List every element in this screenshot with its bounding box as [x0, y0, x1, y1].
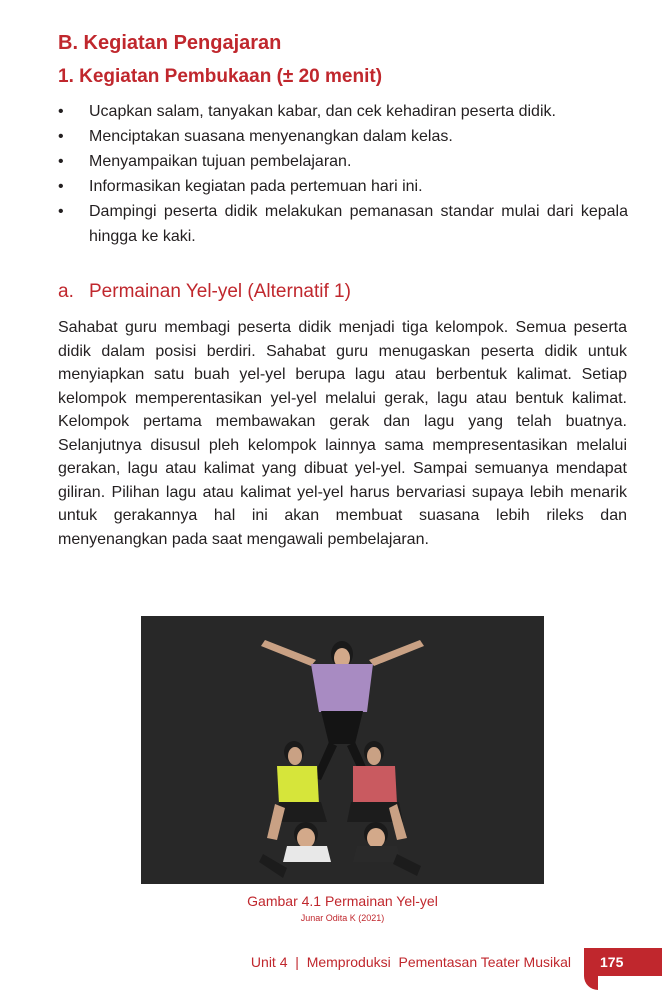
- list-item: [58, 149, 628, 174]
- list-item: [58, 99, 628, 124]
- list-item: [58, 199, 628, 249]
- list-item-text: Menyampaikan tujuan pembelajaran.: [89, 153, 352, 170]
- page-tab-decoration: [584, 976, 598, 990]
- figure-caption: Gambar 4.1 Permainan Yel-yel: [247, 893, 438, 909]
- activity-heading: [58, 281, 351, 303]
- bullet-icon: •: [58, 153, 64, 170]
- list-item-text: Menciptakan suasana menyenangkan dalam kelas.: [89, 128, 453, 145]
- list-item-text: Informasikan kegiatan pada pertemuan hari ini.: [89, 178, 423, 195]
- bullet-icon: •: [58, 178, 64, 195]
- page-number: 175: [584, 948, 662, 976]
- bullet-icon: •: [58, 103, 64, 120]
- list-item: [58, 124, 628, 149]
- bullet-icon: •: [58, 203, 64, 220]
- opening-activities-list: [58, 99, 628, 249]
- section-heading: B. Kegiatan Pengajaran: [58, 32, 282, 54]
- activity-description: Sahabat guru membagi peserta didik menjadi tiga kelompok. Semua peserta didik dalam posisi berdiri. Sahabat guru menugaskan peserta didik untuk menyiapkan satu buah yel-yel berupa lagu atau berbentuk kalimat. Setiap kelompok memperentasikan yel-yel melalui gerak, lagu atau bentuk kalimat. Kelompok pertama membawakan gerak dan lagu yang telah buatnya. Selanjutnya disusul pleh kelompok lainnya sama mempresentasikan melalui gerakan, lagu atau kalimat yang dibuat yel-yel. Sampai semuanya mendapat giliran. Pilihan lagu atau kalimat yel-yel harus bervariasi supaya lebih menarik untuk gerakannya hal ini akan membuat suasana lebih rileks dan menyenangkan pada saat mengawali pembelajaran.: [58, 319, 627, 548]
- sub-heading: 1. Kegiatan Pembukaan (± 20 menit): [58, 66, 383, 87]
- list-item: [58, 174, 628, 199]
- activity-number: a.: [58, 281, 74, 302]
- bullet-icon: •: [58, 128, 64, 145]
- activity-title: Permainan Yel-yel (Alternatif 1): [89, 281, 351, 302]
- list-item-text: Dampingi peserta didik melakukan pemanasan standar mulai dari kepala hingga ke kaki.: [89, 203, 628, 245]
- footer-unit-title: Unit 4 | Memproduksi Pementasan Teater Musikal: [250, 954, 571, 970]
- list-item-text: Ucapkan salam, tanyakan kabar, dan cek kehadiran peserta didik.: [89, 103, 556, 120]
- human-pyramid-illustration: [141, 616, 544, 884]
- figure-photo: [141, 616, 544, 884]
- figure-credit: Junar Odita K (2021): [300, 913, 385, 923]
